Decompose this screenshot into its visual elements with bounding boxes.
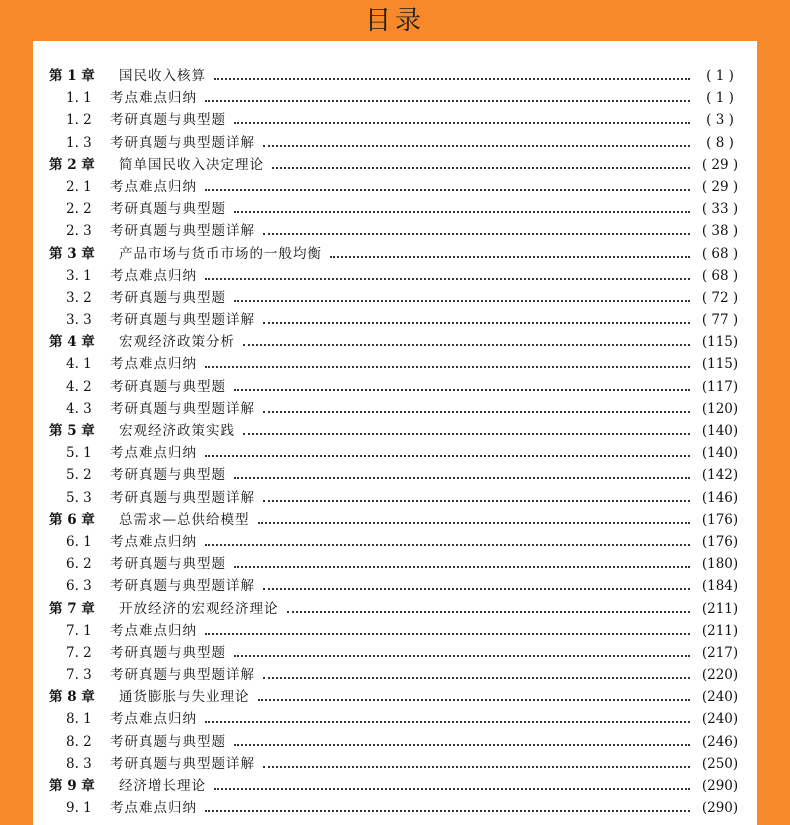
dot-leader	[205, 707, 690, 723]
dot-leader	[214, 64, 690, 80]
toc-page-number: (140)	[701, 445, 739, 462]
dot-leader	[234, 286, 690, 302]
toc-chapter-row[interactable]	[49, 153, 744, 175]
toc-section-row[interactable]	[49, 308, 744, 330]
toc-entry-number: 7. 1	[66, 622, 92, 639]
toc-entry-number: 4. 3	[66, 400, 92, 417]
dot-leader	[263, 752, 690, 768]
toc-page-number: ( 68 )	[701, 267, 739, 284]
toc-chapter-row[interactable]	[49, 508, 744, 530]
dot-leader	[330, 242, 690, 258]
toc-entry-number: 6. 1	[66, 533, 92, 550]
toc-entry-number: 4. 1	[66, 356, 92, 373]
toc-section-row[interactable]	[49, 175, 744, 197]
toc-page-number: ( 3 )	[706, 112, 734, 129]
dot-leader	[205, 796, 690, 812]
toc-section-row[interactable]	[49, 530, 744, 552]
dot-leader	[263, 131, 690, 147]
toc-page-number: (115)	[701, 356, 739, 373]
dot-leader	[243, 330, 690, 346]
dot-leader	[234, 108, 690, 124]
toc-page-number: (140)	[701, 423, 739, 439]
toc-page-number: ( 8 )	[706, 134, 734, 151]
toc-entry-title: 考点难点归纳	[110, 445, 197, 462]
toc-section-row[interactable]	[49, 619, 744, 641]
toc-page-number: (176)	[701, 533, 739, 550]
toc-entry-title: 考研真题与典型题详解	[110, 134, 255, 151]
toc-chapter-row[interactable]	[49, 64, 744, 86]
toc-entry-title: 考研真题与典型题	[110, 289, 226, 306]
toc-entry-number: 第 1 章	[49, 68, 95, 84]
toc-entry-title: 考研真题与典型题	[110, 201, 226, 218]
toc-entry-number: 2. 1	[66, 178, 92, 195]
dot-leader	[214, 774, 690, 790]
toc-page-number: ( 77 )	[701, 312, 739, 329]
toc-entry-title: 考点难点归纳	[110, 800, 197, 817]
dot-leader	[205, 264, 690, 280]
dot-leader	[205, 175, 690, 191]
dot-leader	[234, 552, 690, 568]
toc-entry-title: 经济增长理论	[119, 778, 206, 794]
dot-leader	[243, 419, 690, 435]
toc-page-number: ( 68 )	[701, 245, 739, 262]
toc-entry-number: 第 5 章	[49, 423, 95, 439]
toc-entry-number: 第 3 章	[49, 245, 95, 262]
toc-entry-number: 6. 2	[66, 556, 92, 573]
toc-page-number: (217)	[701, 644, 739, 661]
toc-entry-number: 5. 3	[66, 489, 92, 506]
toc-entry-number: 第 6 章	[49, 511, 95, 528]
toc-page-number: (250)	[701, 755, 739, 772]
toc-page-number: ( 1 )	[706, 90, 734, 107]
toc-chapter-row[interactable]	[49, 597, 744, 619]
page-title: 目录	[364, 6, 425, 36]
toc-entry-number: 5. 1	[66, 445, 92, 462]
toc-page-number: (180)	[701, 556, 739, 573]
toc-entry-number: 第 4 章	[49, 334, 95, 351]
toc-entry-title: 宏观经济政策实践	[119, 423, 235, 439]
toc-page-number: ( 29 )	[701, 178, 739, 195]
toc-entry-title: 开放经济的宏观经济理论	[119, 600, 279, 617]
toc-section-row[interactable]	[49, 397, 744, 419]
toc-entry-number: 9. 1	[66, 800, 92, 817]
toc-entry-number: 8. 1	[66, 711, 92, 728]
toc-section-row[interactable]	[49, 707, 744, 729]
dot-leader	[234, 463, 690, 479]
toc-panel	[33, 41, 757, 825]
toc-page-number: (184)	[701, 578, 739, 595]
toc-entry-title: 考研真题与典型题	[110, 467, 226, 484]
toc-section-row[interactable]	[49, 730, 744, 752]
toc-section-row[interactable]	[49, 663, 744, 685]
toc-entry-title: 考研真题与典型题详解	[110, 755, 255, 772]
dot-leader	[234, 641, 690, 657]
toc-page-number: ( 29 )	[701, 156, 739, 173]
dot-leader	[263, 486, 690, 502]
toc-entry-title: 考研真题与典型题详解	[110, 400, 255, 417]
toc-entry-number: 2. 2	[66, 201, 92, 218]
toc-entry-number: 6. 3	[66, 578, 92, 595]
toc-page-number: (290)	[701, 800, 739, 817]
toc-page-number: (240)	[701, 689, 739, 706]
dot-leader	[205, 352, 690, 368]
toc-page-number: ( 72 )	[701, 289, 739, 306]
toc-section-row[interactable]	[49, 641, 744, 663]
toc-entry-title: 总需求—总供给模型	[119, 511, 250, 528]
toc-section-row[interactable]	[49, 441, 744, 463]
toc-entry-title: 考研真题与典型题	[110, 378, 226, 395]
dot-leader	[263, 219, 690, 235]
toc-entry-number: 第 7 章	[49, 600, 95, 617]
toc-entry-number: 7. 3	[66, 667, 92, 684]
toc-entry-title: 通货膨胀与失业理论	[119, 689, 250, 706]
toc-section-row[interactable]	[49, 108, 744, 130]
toc-page-number: ( 33 )	[701, 201, 739, 218]
toc-section-row[interactable]	[49, 86, 744, 108]
toc-entry-number: 7. 2	[66, 644, 92, 661]
toc-entry-title: 考点难点归纳	[110, 533, 197, 550]
toc-section-row[interactable]	[49, 552, 744, 574]
toc-entry-number: 4. 2	[66, 378, 92, 395]
toc-entry-title: 考点难点归纳	[110, 622, 197, 639]
toc-entry-title: 国民收入核算	[119, 68, 206, 84]
dot-leader	[263, 308, 690, 324]
toc-page-number: (115)	[701, 334, 739, 351]
toc-entry-number: 3. 3	[66, 312, 92, 329]
toc-entry-number: 1. 2	[66, 112, 92, 129]
toc-entry-title: 考研真题与典型题	[110, 112, 226, 129]
toc-entry-title: 考研真题与典型题	[110, 644, 226, 661]
toc-page-number: (246)	[701, 733, 739, 750]
toc-section-row[interactable]	[49, 375, 744, 397]
dot-leader	[205, 86, 690, 102]
toc-page-number: (211)	[701, 600, 739, 617]
toc-entry-number: 8. 3	[66, 755, 92, 772]
toc-section-row[interactable]	[49, 219, 744, 241]
toc-section-row[interactable]	[49, 463, 744, 485]
toc-entry-number: 1. 1	[66, 90, 92, 107]
toc-entry-title: 考点难点归纳	[110, 356, 197, 373]
toc-chapter-row[interactable]	[49, 419, 744, 441]
dot-leader	[263, 397, 690, 413]
dot-leader	[234, 730, 690, 746]
toc-entry-title: 考研真题与典型题	[110, 733, 226, 750]
toc-entry-number: 1. 3	[66, 134, 92, 151]
toc-entry-number: 5. 2	[66, 467, 92, 484]
dot-leader	[205, 441, 690, 457]
dot-leader	[263, 663, 690, 679]
toc-entry-number: 3. 2	[66, 289, 92, 306]
dot-leader	[205, 619, 690, 635]
toc-entry-number: 2. 3	[66, 223, 92, 240]
toc-section-row[interactable]	[49, 352, 744, 374]
dot-leader	[287, 597, 691, 613]
toc-entry-title: 考研真题与典型题	[110, 556, 226, 573]
toc-entry-title: 考点难点归纳	[110, 178, 197, 195]
toc-entry-number: 第 8 章	[49, 689, 95, 706]
dot-leader	[234, 375, 690, 391]
toc-page-number: (240)	[701, 711, 739, 728]
toc-section-row[interactable]	[49, 574, 744, 596]
toc-section-row[interactable]	[49, 197, 744, 219]
toc-page-number: (120)	[701, 400, 739, 417]
dot-leader	[258, 508, 691, 524]
toc-entry-title: 考研真题与典型题详解	[110, 489, 255, 506]
toc-section-row[interactable]	[49, 486, 744, 508]
toc-page-number: (220)	[701, 667, 739, 684]
toc-section-row[interactable]	[49, 752, 744, 774]
toc-chapter-row[interactable]	[49, 242, 744, 264]
toc-entry-number: 第 2 章	[49, 156, 95, 173]
toc-page-number: (146)	[701, 489, 739, 506]
toc-page-number: (211)	[701, 622, 739, 639]
toc-section-row[interactable]	[49, 264, 744, 286]
toc-entry-number: 第 9 章	[49, 778, 95, 794]
toc-section-row[interactable]	[49, 286, 744, 308]
toc-page-number: (176)	[701, 511, 739, 528]
toc-chapter-row[interactable]	[49, 330, 744, 352]
toc-section-row[interactable]	[49, 796, 744, 818]
toc-entry-title: 考研真题与典型题详解	[110, 223, 255, 240]
toc-chapter-row[interactable]	[49, 685, 744, 707]
toc-entry-title: 考研真题与典型题详解	[110, 312, 255, 329]
toc-entry-number: 8. 2	[66, 733, 92, 750]
toc-page-number: ( 1 )	[706, 68, 734, 84]
toc-page-number: (290)	[701, 778, 739, 794]
table-of-contents	[49, 64, 744, 818]
toc-entry-title: 产品市场与货币市场的一般均衡	[119, 245, 322, 262]
toc-entry-title: 考点难点归纳	[110, 711, 197, 728]
dot-leader	[258, 685, 691, 701]
toc-entry-title: 考点难点归纳	[110, 267, 197, 284]
toc-entry-title: 考研真题与典型题详解	[110, 667, 255, 684]
toc-entry-title: 宏观经济政策分析	[119, 334, 235, 351]
dot-leader	[205, 530, 690, 546]
toc-page-number: (142)	[701, 467, 739, 484]
toc-page-number: ( 38 )	[701, 223, 739, 240]
toc-entry-title: 简单国民收入决定理论	[119, 156, 264, 173]
dot-leader	[263, 574, 690, 590]
toc-chapter-row[interactable]	[49, 774, 744, 796]
dot-leader	[234, 197, 690, 213]
toc-section-row[interactable]	[49, 131, 744, 153]
toc-entry-title: 考研真题与典型题详解	[110, 578, 255, 595]
dot-leader	[272, 153, 690, 169]
toc-entry-number: 3. 1	[66, 267, 92, 284]
toc-page-number: (117)	[701, 378, 739, 395]
toc-entry-title: 考点难点归纳	[110, 90, 197, 107]
